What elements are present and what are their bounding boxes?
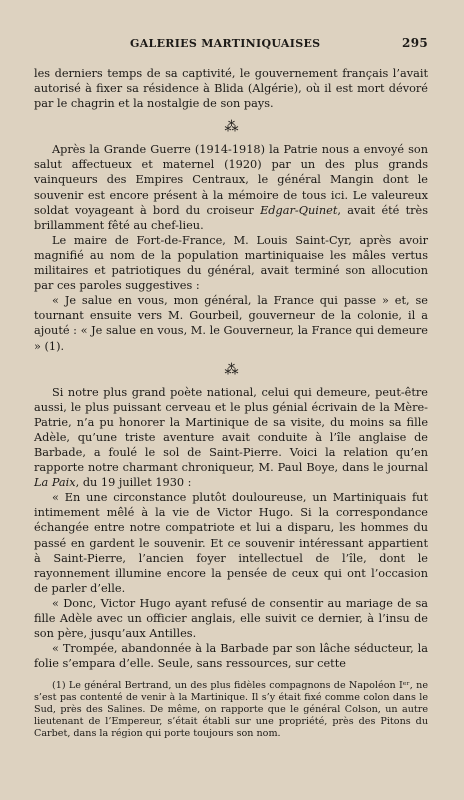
asterism-separator-2: ⁂ bbox=[224, 361, 238, 378]
running-header bbox=[34, 36, 428, 50]
paragraph-1-text-a: Après la Grande Guerre (1914-1918) la Patrie nous a envoyé son salut affectueux et maternel (1920) par un des plus grands vainqueurs des Empires Centraux, le général Mangin dont le souvenir est encore présent à la mémoire de tous ici. Le valeureux soldat voyageant à bord du croiseur bbox=[34, 143, 428, 217]
running-title: GALERIES MARTINIQUAISES bbox=[130, 37, 321, 50]
page-number: 295 bbox=[402, 36, 428, 50]
main-text bbox=[34, 66, 428, 671]
paragraph-4 bbox=[34, 385, 428, 491]
paragraph-7: « Trompée, abandonnée à la Barbade par son lâche séducteur, la folie s’empara d’elle. Seule, sans ressources, sur cette bbox=[34, 642, 428, 671]
asterism-separator-1: ⁂ bbox=[224, 119, 238, 136]
journal-name: La Paix bbox=[34, 476, 76, 490]
paragraph-0: les derniers temps de sa captivité, le gouvernement français l’avait autorisé à fixer sa résidence à Blida (Algérie), où il est mort dévoré par le chagrin et la nostalgie de son pays. bbox=[34, 67, 428, 111]
paragraph-2: Le maire de Fort-de-France, M. Louis Saint-Cyr, après avoir magnifié au nom de la population martiniquaise les mâles vertus militaires et patriotiques du général, avait terminé son allocution par ces paroles suggestives : bbox=[34, 233, 428, 293]
paragraph-5: « En une circonstance plutôt douloureuse, un Martiniquais fut intimement mêlé à la vie de Victor Hugo. Si la correspondance échangée entre notre compatriote et lui a disparu, les hommes du passé en gardent le souvenir. Et ce souvenir intéressant appartient à Saint-Pierre, l’ancien foyer intellectuel de l’île, dont le rayonnement illumine encore la pensée de ceux qui ont l’occasion de parler d’elle. bbox=[34, 491, 428, 595]
paragraph-1-text-b: , avait été très brillamment fêté au chef-lieu. bbox=[34, 203, 428, 232]
paragraph-3: « Je salue en vous, mon général, la France qui passe » et, se tournant ensuite vers M. Gourbeil, gouverneur de la colonie, il a ajouté : « Je salue en vous, M. le Gouverneur, la France qui demeure » (1). bbox=[34, 294, 428, 353]
paragraph-6: « Donc, Victor Hugo ayant refusé de consentir au mariage de sa fille Adèle avec un officier anglais, elle suivit ce dernier, à l’insu de son père, jusqu’aux Antilles. bbox=[34, 596, 428, 641]
footnotes bbox=[34, 680, 428, 740]
paragraph-4-text-a: Si notre plus grand poète national, celui qui demeure, peut-être aussi, le plus puissant cerveau et le plus génial écrivain de la Mère-Patrie, n’a pu honorer la Martinique de sa visite, du moins sa fille Adèle, qu’une triste aventure avait conduite à l’île anglaise de Barbade, a foulé le sol de Saint-Pierre. Voici la relation qu’en rapporte notre charmant chroniqueur, M. Paul Boye, dans le journal bbox=[34, 385, 428, 475]
ship-name: Edgar-Quinet bbox=[260, 203, 338, 217]
paragraph-1 bbox=[34, 142, 428, 233]
paragraph-4-text-b: , du 19 juillet 1930 : bbox=[75, 476, 192, 490]
footnote-1: (1) Le général Bertrand, un des plus fidèles compagnons de Napoléon Iᵉʳ, ne s’est pas contenté de venir à la Martinique. Il s’y était fixé comme colon dans le Sud, près des Salines. De même, on rapporte que le général Colson, un autre lieutenant de l’Empereur, s’était établi sur une propriété, près des Pitons du Carbet, dans la région qui porte toujours son nom. bbox=[34, 680, 428, 740]
